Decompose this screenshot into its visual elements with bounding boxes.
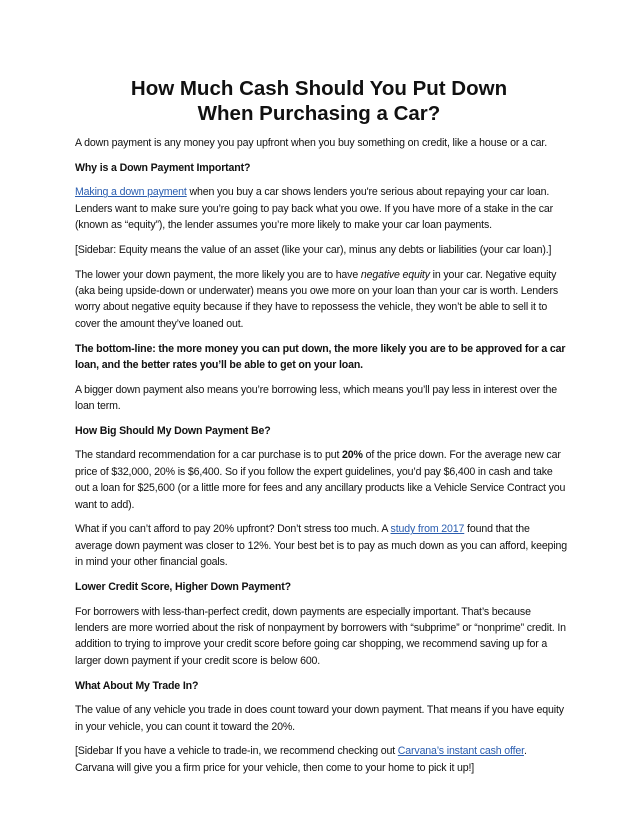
standard-recommendation-paragraph (75, 447, 567, 513)
page-title (60, 76, 578, 126)
why-paragraph-text: when you buy a car shows lenders you're serious about repaying your car loan. Lenders want to make sure you’re going to pay back what you owe. If you have more of a stake in the car (known as “equity”), the lender assumes you’re more likely to make your car loan payments. (75, 186, 554, 232)
sidebar-trade-in-note (75, 743, 567, 776)
intro-paragraph: A down payment is any money you pay upfront when you buy something on credit, like a house or a car. (75, 137, 548, 149)
heading-trade-in: What About My Trade In? (75, 679, 199, 692)
bigger-down-payment-paragraph: A bigger down payment also means you’re borrowing less, which means you’ll pay less in interest over the loan term. (75, 383, 557, 413)
sidebar-trade-text-end: . Carvana will give you a firm price for your vehicle, then come to your home to pick it up!] (75, 745, 527, 774)
trade-in-paragraph: The value of any vehicle you trade in does count toward your down payment. That means if you have equity in your vehicle, you can count it toward the 20%. (75, 704, 564, 733)
negative-equity-text-start: The lower your down payment, the more likely you are to have (75, 268, 361, 281)
title-line-1: How Much Cash Should You Put Down (130, 77, 508, 100)
negative-equity-paragraph (75, 267, 567, 333)
bottom-line-paragraph: The bottom-line: the more money you can put down, the more likely you are to be approved for a car loan, and the better rates you’ll be able to get on your loan. (75, 342, 566, 371)
afford-text-start: What if you can’t afford to pay 20% upfront? Don’t stress too much. A (75, 523, 391, 536)
study-from-2017-link[interactable]: study from 2017 (390, 523, 465, 536)
afford-text-end: found that the average down payment was closer to 12%. Your best bet is to pay as much down as you can afford, keeping in mind your other financial goals. (75, 523, 567, 569)
carvana-instant-cash-offer-link[interactable]: Carvana’s instant cash offer (397, 745, 524, 758)
standard-text-end: of the price down. For the average new car price of $32,000, 20% is $6,400. So if you follow the expert guidelines, you’d pay $6,400 in cash and take out a loan for $25,600 (or a little more for fees and any ancillary products like a Vehicle Service Contract you want to add). (75, 449, 566, 511)
making-down-payment-link[interactable]: Making a down payment (75, 186, 187, 199)
why-paragraph (75, 184, 567, 233)
negative-equity-text-end: in your car. Negative equity (aka being upside-down or underwater) means you owe more on your loan than your car is worth. Lenders worry about negative equity because if they have to repossess the vehicle, they won’t be able to sell it to cover the amount they’ve loaned out. (75, 268, 559, 330)
twenty-percent-bold: 20% (342, 449, 363, 462)
heading-why-down-payment: Why is a Down Payment Important? (75, 161, 251, 174)
heading-lower-credit-score: Lower Credit Score, Higher Down Payment? (75, 580, 291, 593)
article-body (75, 135, 567, 784)
standard-text-start: The standard recommendation for a car purchase is to put (75, 449, 343, 462)
heading-how-big: How Big Should My Down Payment Be? (75, 424, 271, 437)
sidebar-trade-text-start: [Sidebar If you have a vehicle to trade-in, we recommend checking out (75, 745, 398, 758)
title-line-2: When Purchasing a Car? (197, 102, 441, 125)
credit-paragraph: For borrowers with less-than-perfect credit, down payments are especially important. That’s because lenders are more worried about the risk of nonpayment by borrowers with “subprime” or “nonprime” credit. In addition to trying to improve your credit score before going car shopping, we recommend saving up for a larger down payment if your credit score is below 600. (75, 605, 566, 667)
negative-equity-term: negative equity (360, 268, 430, 281)
sidebar-equity-note: [Sidebar: Equity means the value of an asset (like your car), minus any debts or liabilities (your car loan).] (75, 243, 552, 256)
afford-paragraph (75, 521, 567, 570)
